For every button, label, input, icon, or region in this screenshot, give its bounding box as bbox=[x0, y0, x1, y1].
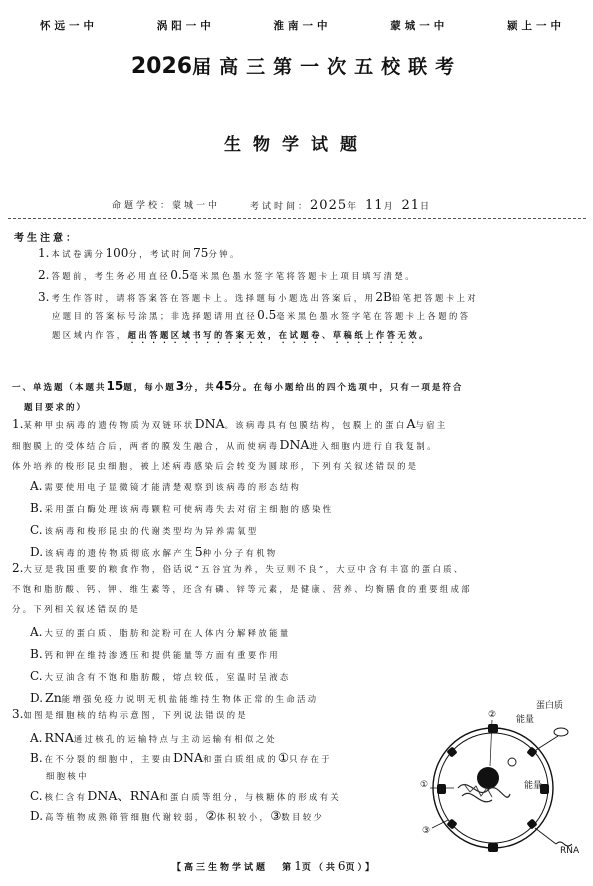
meta-day: 21 bbox=[401, 198, 420, 213]
option-term: DNA、RNA bbox=[87, 788, 160, 803]
school-name: 蒙城一中 bbox=[390, 20, 449, 32]
footer-bracket: 【 bbox=[172, 863, 185, 873]
option-letter: B. bbox=[30, 501, 43, 515]
page-footer bbox=[172, 859, 377, 873]
question-2-stem bbox=[12, 558, 580, 619]
nucleus-diagram-svg bbox=[418, 696, 593, 861]
notice-text: 考生作答时，请将答案答在答题卡上。选择题每小题选出答案后，用 bbox=[51, 293, 376, 303]
section-value: 45 bbox=[215, 379, 233, 393]
exam-title bbox=[0, 52, 593, 79]
option-letter: B. bbox=[30, 751, 43, 765]
label-energy-2: 能量 bbox=[524, 781, 543, 791]
option-letter: D. bbox=[30, 691, 44, 705]
notice-text: 本试卷满分 bbox=[51, 249, 106, 259]
question-number: 2. bbox=[12, 561, 24, 575]
question-text: 如图是细胞核的结构示意图，下列说法错误的是 bbox=[23, 710, 249, 720]
section-value: 15 bbox=[106, 379, 124, 393]
notice-number: 2. bbox=[38, 268, 50, 282]
question-term: DNA bbox=[194, 416, 225, 431]
option-d[interactable] bbox=[30, 806, 324, 827]
option-term: ③ bbox=[270, 808, 282, 823]
meta-time bbox=[250, 198, 432, 213]
option-letter: A. bbox=[30, 625, 43, 639]
option-text: 和蛋白质组成的 bbox=[203, 754, 278, 764]
option-letter: A. bbox=[30, 731, 43, 745]
question-text: 细胞膜上的受体结合后，两者的膜发生融合，从而使病毒 bbox=[12, 441, 280, 451]
meta-month-unit: 月 bbox=[383, 202, 396, 212]
notice-value: 0.5 bbox=[257, 308, 277, 322]
exam-title-text: 届高三第一次五校联考 bbox=[192, 56, 463, 78]
option-text: 在不分裂的细胞中，主要由 bbox=[44, 754, 174, 764]
notice-text: 分钟。 bbox=[208, 249, 241, 259]
notice-text: 应题目的答案标号涂黑；非选择题请用直径 bbox=[52, 311, 258, 321]
option-letter: A. bbox=[30, 479, 43, 493]
section-text: 分，共 bbox=[184, 383, 216, 393]
option-text: 和蛋白质等组分，与核糖体的形成有关 bbox=[159, 792, 342, 802]
option-c[interactable] bbox=[30, 520, 259, 541]
option-text: 大豆油含有不饱和脂肪酸，熔点较低，室温时呈液态 bbox=[44, 672, 291, 682]
option-text: 体积较小， bbox=[216, 812, 271, 822]
notice-item bbox=[38, 266, 578, 285]
notice-value: 75 bbox=[193, 246, 209, 260]
question-text: 。该病毒具有包膜结构，包膜上的蛋白 bbox=[224, 420, 407, 430]
notice-number: 1. bbox=[38, 246, 50, 260]
notice-text: 答题前，考生务必用直径 bbox=[51, 271, 171, 281]
option-term: 5 bbox=[194, 544, 203, 559]
option-a[interactable] bbox=[30, 476, 301, 497]
option-text: 核仁含有 bbox=[44, 792, 88, 802]
option-term: DNA bbox=[173, 750, 204, 765]
option-text: 数目较少 bbox=[281, 812, 325, 822]
school-name: 涡阳一中 bbox=[156, 20, 215, 32]
option-b-continued bbox=[46, 766, 89, 786]
notice-value: 100 bbox=[105, 246, 129, 260]
nucleolus bbox=[477, 767, 499, 789]
option-letter: B. bbox=[30, 647, 43, 661]
option-text: 该病毒和梭形昆虫的代谢类型均为异养需氧型 bbox=[44, 526, 259, 536]
meta-day-unit: 日 bbox=[420, 202, 433, 212]
option-text: 钙和钾在维持渗透压和提供能量等方面有重要作用 bbox=[44, 650, 280, 660]
footer-text: 页（共 bbox=[301, 863, 338, 873]
option-text: 高等植物成熟筛管细胞代谢较弱， bbox=[45, 812, 206, 822]
rna-arrow bbox=[535, 828, 556, 844]
footer-page-total: 6 bbox=[337, 859, 346, 873]
option-c[interactable] bbox=[30, 786, 341, 807]
notice-emphasis: 超出答题区域书写的答案无效，在试题卷、草稿纸上作答无效。 bbox=[127, 330, 430, 340]
question-number: 1. bbox=[12, 417, 24, 431]
label-rna: RNA bbox=[560, 846, 580, 856]
protein-blob bbox=[554, 728, 568, 736]
footer-page-number: 1 bbox=[294, 859, 302, 873]
option-letter: D. bbox=[30, 809, 44, 823]
notice-text: 毫米黑色墨水签字笔在答题卡上各题的答 bbox=[276, 311, 471, 321]
particle bbox=[508, 758, 516, 766]
label-protein: 蛋白质 bbox=[536, 701, 564, 711]
label-2: ② bbox=[488, 710, 497, 720]
question-text: 大豆是我国重要的粮食作物，俗话说“五谷宜为养，失豆则不良”，大豆中含有丰富的蛋白质、 bbox=[23, 564, 465, 574]
section-text: 一、单选题（本题共 bbox=[12, 383, 107, 393]
meta-year: 2025 bbox=[310, 198, 348, 213]
question-1-stem bbox=[12, 414, 580, 476]
option-text: 采用蛋白酶处理该病毒颗粒可使病毒失去对宿主细胞的感染性 bbox=[44, 504, 334, 514]
option-text: 大豆的蛋白质、脂肪和淀粉可在人体内分解释放能量 bbox=[44, 628, 291, 638]
option-a[interactable] bbox=[30, 622, 291, 643]
notice-text: 毫米黑色墨水签字笔将答题卡上项目填写清楚。 bbox=[189, 271, 417, 281]
notice-heading: 考生注意： bbox=[14, 233, 79, 244]
option-term: ① bbox=[277, 750, 290, 765]
option-text: 该病毒的遗传物质彻底水解产生 bbox=[45, 548, 195, 558]
section-text: 分。在每小题给出的四个选项中，只有一项是符合 bbox=[232, 383, 464, 393]
label-3: ③ bbox=[422, 826, 431, 836]
notice-item bbox=[38, 288, 578, 307]
notice-item-continued bbox=[52, 326, 592, 345]
option-letter: D. bbox=[30, 545, 44, 559]
section-text: 题，每小题 bbox=[123, 383, 176, 393]
subject-title: 生物学试题 bbox=[224, 135, 369, 155]
meta-time-label: 考试时间： bbox=[250, 202, 311, 212]
school-list bbox=[40, 18, 565, 33]
option-a[interactable] bbox=[30, 728, 277, 749]
meta-year-unit: 年 bbox=[347, 202, 360, 212]
notice-value: 2B bbox=[375, 290, 392, 304]
school-name: 淮南一中 bbox=[273, 20, 332, 32]
school-name: 怀远一中 bbox=[40, 20, 98, 32]
question-text: 不饱和脂肪酸、钙、钾、维生素等，还含有磷、锌等元素，是健康、营养、均衡膳食的重要组成部 bbox=[12, 584, 472, 594]
meta-school: 命题学校：蒙城一中 bbox=[112, 201, 221, 211]
protein-arrow bbox=[536, 736, 558, 750]
question-text: 与宿主 bbox=[415, 420, 448, 430]
label-1: ① bbox=[420, 780, 429, 790]
option-text: 通过核孔的运输特点与主动运输有相似之处 bbox=[73, 734, 278, 744]
notice-text: 分，考试时间 bbox=[128, 249, 194, 259]
footer-text: 页） bbox=[345, 863, 365, 873]
section-heading bbox=[12, 376, 580, 418]
footer-bracket: 】 bbox=[365, 863, 378, 873]
exam-meta bbox=[112, 198, 432, 213]
option-text: 只存在于 bbox=[289, 754, 332, 764]
notice-item bbox=[38, 244, 578, 263]
option-letter: C. bbox=[30, 789, 43, 803]
school-name: 颍上一中 bbox=[507, 20, 565, 32]
notice-text: 铅笔把答题卡上对 bbox=[391, 293, 479, 303]
exam-year: 2026 bbox=[130, 54, 193, 79]
option-b[interactable] bbox=[30, 644, 280, 665]
option-letter: C. bbox=[30, 669, 43, 683]
option-text: 细胞核中 bbox=[46, 771, 89, 781]
label-energy: 能量 bbox=[516, 715, 535, 725]
notice-text: 题区域内作答， bbox=[52, 330, 128, 340]
option-c[interactable] bbox=[30, 666, 291, 687]
question-number: 3. bbox=[12, 707, 24, 721]
option-term: ② bbox=[205, 808, 217, 823]
option-b[interactable] bbox=[30, 498, 333, 519]
header-divider bbox=[8, 218, 586, 219]
section-text: 题目要求的） bbox=[24, 403, 88, 413]
option-text: 种小分子有机物 bbox=[202, 548, 278, 558]
meta-month: 11 bbox=[365, 198, 384, 213]
question-term: A bbox=[406, 416, 416, 431]
question-text: 体外培养的梭形昆虫细胞，被上述病毒感染后会转变为圆球形，下列有关叙述错误的是 bbox=[12, 461, 419, 471]
question-text: 进入细胞内进行自我复制。 bbox=[309, 441, 438, 451]
notice-number: 3. bbox=[38, 290, 50, 304]
section-value: 3 bbox=[175, 379, 185, 393]
question-text: 分。下列相关叙述错误的是 bbox=[12, 604, 141, 614]
nucleus-diagram bbox=[418, 696, 593, 861]
notice-item-continued bbox=[52, 306, 592, 325]
option-text: 能增强免疫力说明无机盐能维持生物体正常的生命活动 bbox=[61, 694, 319, 704]
question-text: 某种甲虫病毒的遗传物质为双链环状 bbox=[23, 420, 195, 430]
option-letter: C. bbox=[30, 523, 43, 537]
option-term: Zn bbox=[45, 690, 62, 705]
option-term: RNA bbox=[44, 730, 74, 745]
option-text: 需要使用电子显微镜才能清楚观察到该病毒的形态结构 bbox=[44, 482, 302, 492]
question-term: DNA bbox=[279, 437, 310, 452]
footer-text: 第 bbox=[282, 863, 295, 873]
footer-title: 高三生物学试题 bbox=[184, 863, 269, 873]
notice-value: 0.5 bbox=[170, 268, 190, 282]
